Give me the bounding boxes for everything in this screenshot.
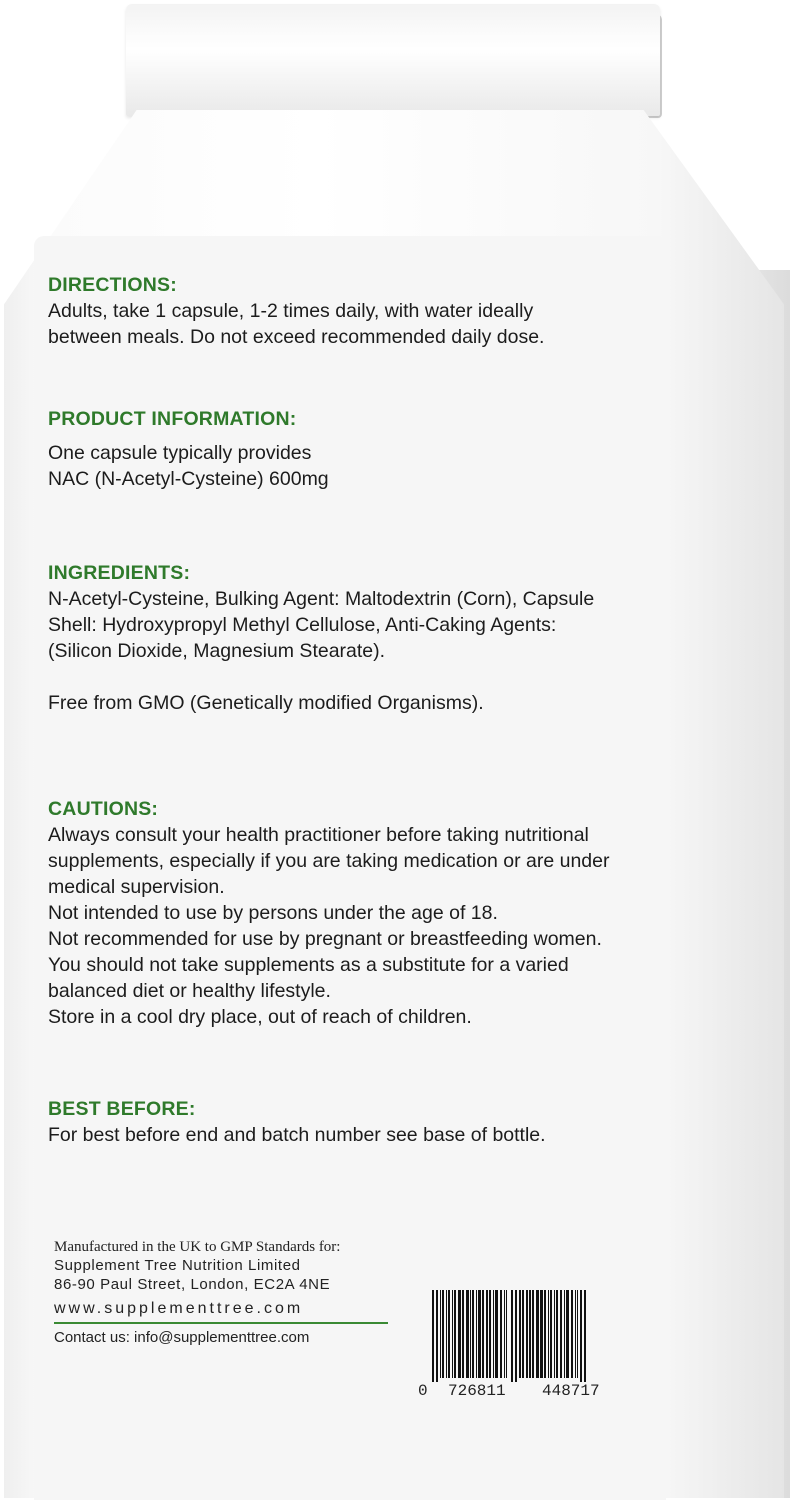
- barcode-bar: [571, 1290, 573, 1378]
- barcode-bar: [544, 1290, 546, 1378]
- ingredients-line: Shell: Hydroxypropyl Methyl Cellulose, Anti-Caking Agents:: [48, 614, 557, 636]
- barcode-bar: [548, 1290, 549, 1378]
- barcode-lead-digit: 0: [418, 1382, 428, 1400]
- barcode-bar: [448, 1290, 450, 1378]
- cautions-line: balanced diet or healthy lifestyle.: [48, 980, 331, 1002]
- barcode-bar: [584, 1290, 586, 1382]
- cautions-line: You should not take supplements as a substitute for a varied: [48, 954, 569, 976]
- barcode-bar: [466, 1290, 469, 1378]
- barcode-bar: [560, 1290, 562, 1378]
- barcode-bar: [506, 1290, 507, 1378]
- barcode-bar: [470, 1290, 471, 1378]
- ingredients-heading: INGREDIENTS:: [48, 562, 191, 584]
- barcode-bar: [522, 1290, 524, 1378]
- barcode-bar: [446, 1290, 447, 1378]
- barcode-bar: [454, 1290, 456, 1378]
- barcode-bar: [436, 1290, 438, 1382]
- barcode-bar: [564, 1290, 565, 1378]
- barcode-right-digits: 448717: [542, 1382, 600, 1400]
- barcode-bar: [566, 1290, 569, 1378]
- barcode-bar: [478, 1290, 481, 1378]
- barcode-bar: [472, 1290, 474, 1378]
- barcode-bar: [515, 1290, 517, 1382]
- barcode-bar: [550, 1290, 552, 1378]
- gmo-statement: Free from GMO (Genetically modified Organisms).: [48, 692, 484, 714]
- company-name: Supplement Tree Nutrition Limited: [54, 1257, 301, 1274]
- barcode: [418, 1290, 628, 1402]
- barcode-bar: [442, 1290, 444, 1378]
- barcode-bar: [500, 1290, 502, 1378]
- best-before-heading: BEST BEFORE:: [48, 1098, 196, 1120]
- barcode-bar: [580, 1290, 582, 1382]
- barcode-bar: [554, 1290, 555, 1378]
- ingredients-section: [48, 560, 594, 716]
- green-divider: [54, 1322, 388, 1324]
- best-before-section: [48, 1096, 546, 1148]
- directions-heading: DIRECTIONS:: [48, 274, 177, 296]
- cautions-line: Not intended to use by persons under the age of 18.: [48, 902, 498, 924]
- directions-line: Adults, take 1 capsule, 1-2 times daily, with water ideally: [48, 300, 534, 322]
- contact-text: Contact us: info@supplementtree.com: [54, 1329, 310, 1346]
- ingredients-line: N-Acetyl-Cysteine, Bulking Agent: Maltodextrin (Corn), Capsule: [48, 588, 595, 610]
- barcode-bar: [476, 1290, 477, 1378]
- barcode-left-digits: 726811: [448, 1382, 506, 1400]
- barcode-bar: [458, 1290, 461, 1378]
- barcode-bar: [452, 1290, 453, 1378]
- cautions-line: medical supervision.: [48, 876, 225, 898]
- barcode-bar: [486, 1290, 488, 1378]
- cautions-heading: CAUTIONS:: [48, 798, 159, 820]
- directions-section: [48, 272, 544, 350]
- barcode-bar: [519, 1290, 521, 1378]
- barcode-bar: [577, 1290, 578, 1378]
- barcode-bar: [495, 1290, 498, 1378]
- cautions-line: supplements, especially if you are taking medication or are under: [48, 850, 610, 872]
- barcode-bar: [440, 1290, 441, 1378]
- product-information-heading: PRODUCT INFORMATION:: [48, 408, 297, 430]
- barcode-bar: [493, 1290, 494, 1378]
- barcode-bars: [430, 1290, 628, 1382]
- barcode-bar: [511, 1290, 513, 1382]
- product-information-line: NAC (N-Acetyl-Cysteine) 600mg: [48, 468, 329, 490]
- company-address: 86-90 Paul Street, London, EC2A 4NE: [54, 1276, 331, 1293]
- best-before-text: For best before end and batch number see base of bottle.: [48, 1124, 546, 1146]
- barcode-bar: [540, 1290, 543, 1378]
- barcode-bar: [489, 1290, 491, 1378]
- barcode-bar: [432, 1290, 434, 1382]
- cautions-line: Always consult your health practitioner before taking nutritional: [48, 824, 589, 846]
- directions-line: between meals. Do not exceed recommended daily dose.: [48, 326, 545, 348]
- barcode-bar: [575, 1290, 576, 1378]
- cautions-line: Store in a cool dry place, out of reach of children.: [48, 1006, 472, 1028]
- barcode-bar: [526, 1290, 528, 1378]
- cautions-section: [48, 796, 609, 1030]
- manufactured-statement: Manufactured in the UK to GMP Standards for:: [54, 1239, 341, 1255]
- barcode-bar: [532, 1290, 534, 1378]
- barcode-bar: [529, 1290, 531, 1378]
- product-information-line: One capsule typically provides: [48, 442, 312, 464]
- cautions-line: Not recommended for use by pregnant or breastfeeding women.: [48, 928, 602, 950]
- barcode-bar: [504, 1290, 505, 1378]
- product-information-section: [48, 406, 329, 492]
- barcode-bar: [536, 1290, 539, 1378]
- barcode-bar: [556, 1290, 558, 1378]
- website-text: www.supplementtree.com: [54, 1300, 304, 1317]
- bottle-cap: [126, 4, 660, 116]
- barcode-bar: [482, 1290, 484, 1378]
- ingredients-line: (Silicon Dioxide, Magnesium Stearate).: [48, 640, 386, 662]
- manufacturer-block: [54, 1238, 394, 1348]
- barcode-bar: [462, 1290, 464, 1378]
